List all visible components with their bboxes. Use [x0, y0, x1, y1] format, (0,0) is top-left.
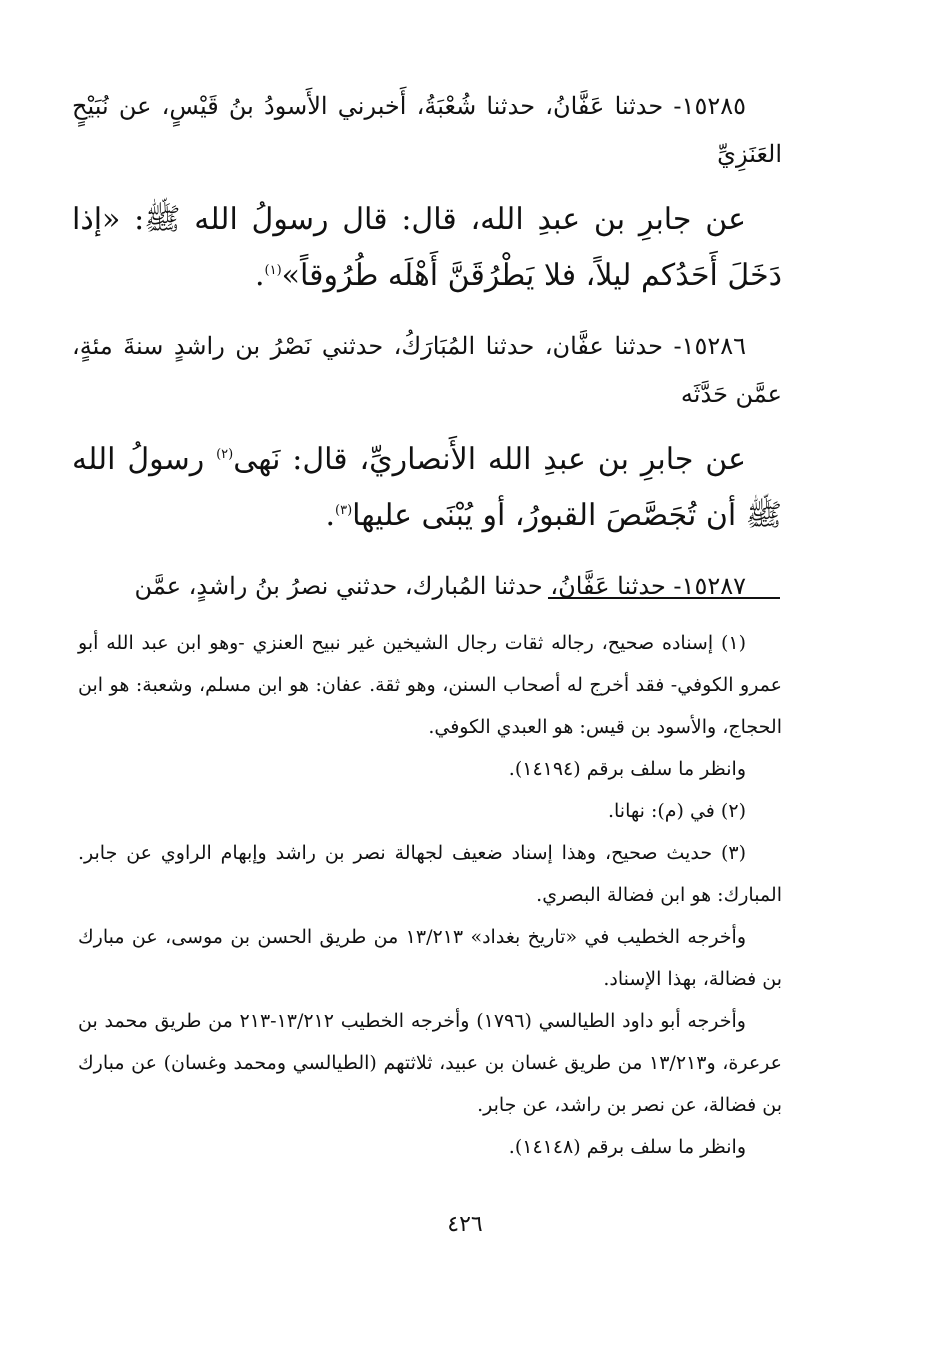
hadith-chain-text: ١٥٢٨٦- حدثنا عفَّان، حدثنا المُبَارَكُ، حدثني نَصْرُ بن راشدٍ سنةَ مئةٍ، عمَّن حَدَّثَه: [72, 332, 782, 408]
page-number: ٤٢٦: [447, 1212, 483, 1237]
hadith-15286-text: عن جابرِ بن عبدِ الله الأَنصاريِّ، قال: نَهى$^{(٢)}$ رسولُ الله ﷺ أن تُجَصَّصَ القبورُ، أو يُبْنَى عليها$^{(٣)}$.: [72, 442, 782, 533]
hadith-15287-chain: [72, 562, 782, 610]
hadith-15286-chain: [72, 322, 782, 418]
footnotes: [78, 622, 782, 1168]
hadith-chain-text: ١٥٢٨٥- حدثنا عَفَّانُ، حدثنا شُعْبَةُ، أَخبرني الأَسودُ بنُ قَيْسٍ، عن نُبَيْحٍ العَنَزِيِّ: [72, 92, 782, 168]
hadith-text: عن جابرِ بن عبدِ الله، قال: قال رسولُ الله ﷺ: «إذا دَخَلَ أَحَدُكم ليلاً، فلا يَطْرُقَنَّ أَهْلَه طُرُوقاً»: [72, 202, 782, 293]
footnote-1-see-also: وانظر ما سلف برقم (١٤١٩٤).: [508, 758, 746, 780]
footnote-3-see-also: وانظر ما سلف برقم (١٤١٤٨).: [508, 1136, 746, 1158]
main-text: [72, 82, 782, 610]
hadith-chain-text: ١٥٢٨٧- حدثنا عَفَّانُ، حدثنا المُبارك، حدثني نصرُ بنُ راشدٍ، عمَّن: [134, 572, 746, 600]
footnote-separator: [548, 597, 780, 599]
hadith-text-continued: رسولُ الله ﷺ أن تُجَصَّصَ القبورُ، أو يُبْنَى عليها: [72, 442, 782, 533]
footnote-3: (٣) حديث صحيح، وهذا إسناد ضعيف لجهالة نصر بن راشد وإبهام الراوي عن جابر. المبارك: هو ابن فضالة البصري.: [78, 842, 782, 906]
footnote-ref-3[interactable]: (٣): [335, 503, 353, 518]
footnote-3-tayalisi: وأخرجه أبو داود الطيالسي (١٧٩٦) وأخرجه الخطيب ١٣/٢١٢-٢١٣ من طريق محمد بن عرعرة، و١٣/٢١٣ من طريق غسان بن عبيد، ثلاثتهم (الطيالسي ومحمد وغسان) عن مبارك بن فضالة، عن نصر بن راشد، عن جابر.: [78, 1010, 782, 1116]
footnote-ref-1[interactable]: (١): [264, 263, 282, 278]
footnote-2: (٢) في (م): نهانا.: [607, 800, 746, 822]
footnote-1: (١) إسناده صحيح، رجاله ثقات رجال الشيخين غير نبيح العنزي -وهو ابن عبد الله أبو عمرو الكوفي- فقد أخرج له أصحاب السنن، وهو ثقة. عفان: هو ابن مسلم، وشعبة: هو ابن الحجاج، والأسود بن قيس: هو العبدي الكوفي.: [78, 632, 782, 738]
hadith-15285-text: عن جابرِ بن عبدِ الله، قال: قال رسولُ الله ﷺ: «إذا دَخَلَ أَحَدُكم ليلاً، فلا يَطْرُقَنَّ أَهْلَه طُرُوقاً»$^{(١)}$.: [72, 202, 782, 293]
hadith-text: عن جابرِ بن عبدِ الله الأَنصاريِّ، قال: نَهى: [233, 442, 746, 477]
hadith-15285-chain: [72, 82, 782, 178]
footnote-3-khatib: وأخرجه الخطيب في «تاريخ بغداد» ١٣/٢١٣ من طريق الحسن بن موسى، عن مبارك بن فضالة، بهذا الإسناد.: [78, 926, 782, 990]
footnote-ref-2[interactable]: (٢): [216, 447, 234, 462]
